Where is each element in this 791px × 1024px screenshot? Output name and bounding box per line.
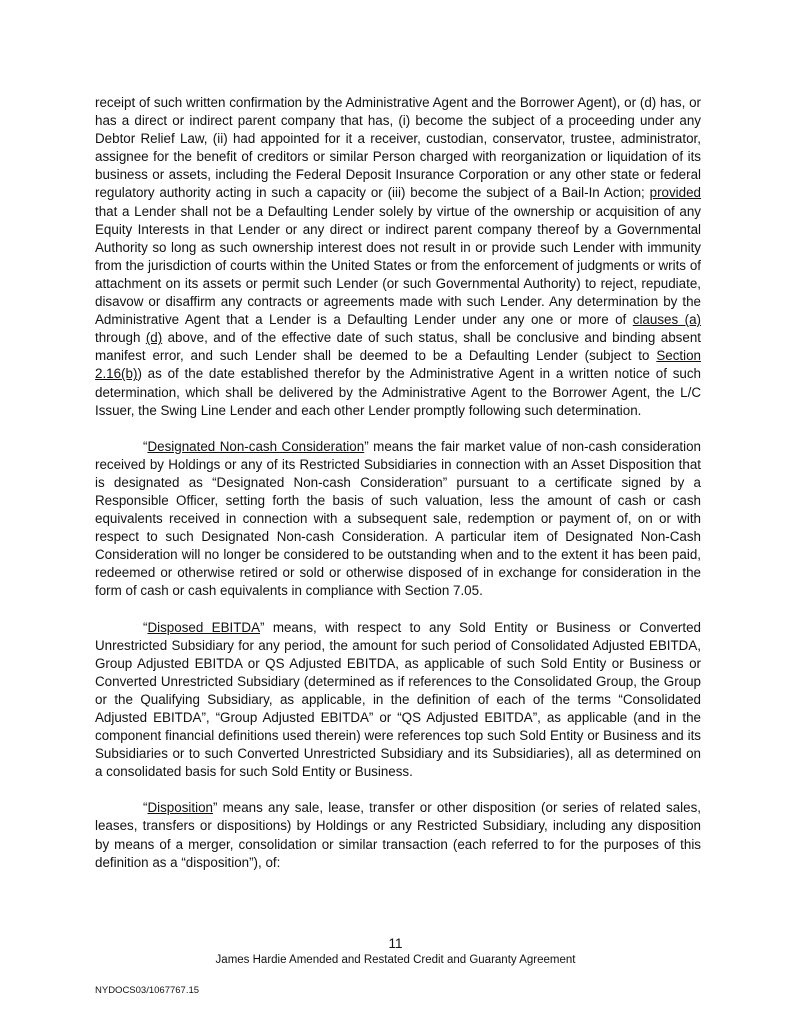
underlined-term: Designated Non-cash Consideration — [147, 438, 365, 454]
text-run: ” means, with respect to any Sold Entity or Business or Converted Unrestricted Subsidiary for any period, the amount for such period of Consolidated Adjusted EBITDA, Group Adjusted EBITDA or QS Adjusted EBITDA, as applicable of such Sold Entity or Business or Converted Unrestricted Subsidiary (determined as if references to the Consolidated Group, the Group or the Qualifying Subsidiary, as applicable, in the definition of each of the terms “Consolidated Adjusted EBITDA”, “Group Adjusted EBITDA” or “QS Adjusted EBITDA”, as applicable (and in the component financial definitions used therein) were references top such Sold Entity or Business and its Subsidiaries or to such Converted Unrestricted Subsidiary and its Subsidiaries), all as determined on a consolidated basis for such Sold Entity or Business. — [95, 619, 701, 780]
page-number: 11 — [388, 936, 403, 951]
text-run: “ — [143, 800, 148, 816]
text-run: ” means any sale, lease, transfer or other disposition (or series of related sales, leases, transfers or dispositions) by Holdings or any Restricted Subsidiary, including any disposition by means of a merger, consolidation or similar transaction (each referred to for the purposes of this definition as a “disposition”), of: — [95, 800, 701, 870]
paragraph-defaulting-lender-continued — [95, 94, 701, 420]
text-run: “ — [143, 438, 148, 454]
agreement-title: James Hardie Amended and Restated Credit and Guaranty Agreement — [215, 954, 576, 966]
text-run: receipt of such written confirmation by the Administrative Agent and the Borrower Agent), or (d) has, or has a direct or indirect parent company that has, (i) become the subject of a proceeding under any Debtor Relief Law, (ii) had appointed for it a receiver, custodian, conservator, trustee, administrator, assignee for the benefit of creditors or similar Person charged with reorganization or liquidation of its business or assets, including the Federal Deposit Insurance Corporation or any other state or federal regulatory authority acting in such a capacity or (iii) become the subject of a Bail-In Action; — [95, 95, 701, 201]
definition-designated-non-cash-consideration — [95, 438, 701, 601]
underlined-term: clauses (a) — [632, 312, 701, 328]
underlined-term: Section 2.16(b) — [95, 348, 701, 382]
underlined-term: (d) — [145, 330, 163, 346]
definition-disposition — [95, 799, 701, 871]
underlined-term: Disposition — [147, 800, 213, 816]
text-run: that a Lender shall not be a Defaulting Lender solely by virtue of the ownership or acquisition of any Equity Interests in that Lender or any direct or indirect parent company thereof by a Governmental Authority so long as such ownership interest does not result in or provide such Lender with immunity from the jurisdiction of courts within the United States or from the enforcement of judgments or writs of attachment on its assets or permit such Lender (or such Governmental Authority) to reject, repudiate, disavow or disaffirm any contracts or agreements made with such Lender. Any determination by the Administrative Agent that a Lender is a Defaulting Lender under any one or more of — [95, 203, 701, 328]
underlined-term: provided — [649, 185, 701, 201]
text-run: “ — [143, 619, 148, 635]
definition-disposed-ebitda — [95, 619, 701, 782]
document-id: NYDOCS03/1067767.15 — [95, 985, 200, 996]
text-run: above, and of the effective date of such status, shall be conclusive and binding absent manifest error, and such Lender shall be deemed to be a Defaulting Lender (subject to — [95, 330, 701, 364]
document-body — [95, 94, 701, 890]
text-run: ” means the fair market value of non-cash consideration received by Holdings or any of its Restricted Subsidiaries in connection with an Asset Disposition that is designated as “Designated Non-cash Consideration” pursuant to a certificate signed by a Responsible Officer, setting forth the basis of such valuation, less the amount of cash or cash equivalents received in connection with a subsequent sale, redemption or payment of, on or with respect to such Designated Non-cash Consideration. A particular item of Designated Non-Cash Consideration will no longer be considered to be outstanding when and to the extent it has been paid, redeemed or otherwise retired or sold or otherwise disposed of in exchange for consideration in the form of cash or cash equivalents in compliance with Section 7.05. — [95, 438, 701, 599]
text-run: ) as of the date established therefor by the Administrative Agent in a written notice of such determination, which shall be delivered by the Administrative Agent to the Borrower Agent, the L/C Issuer, the Swing Line Lender and each other Lender promptly following such determination. — [95, 366, 701, 418]
text-run: through — [95, 330, 146, 346]
underlined-term: Disposed EBITDA — [147, 619, 261, 635]
